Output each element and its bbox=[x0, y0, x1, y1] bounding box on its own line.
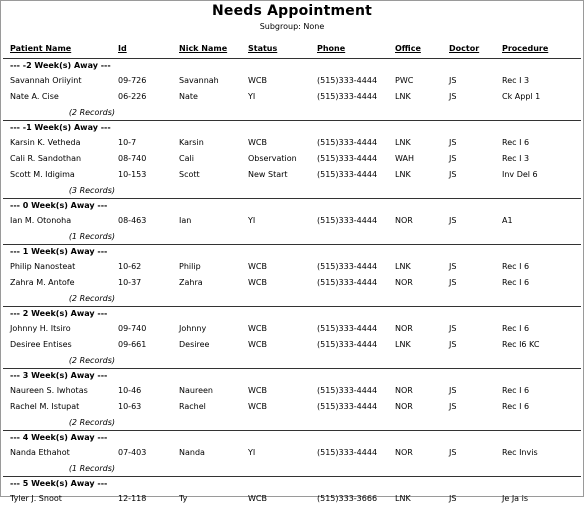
cell-procedure: Rec Invis bbox=[502, 448, 538, 457]
cell-patient-name: Savannah Oriiyint bbox=[10, 76, 82, 85]
cell-id: 09-661 bbox=[118, 340, 147, 349]
cell-procedure: Inv Del 6 bbox=[502, 170, 538, 179]
cell-nick-name: Ian bbox=[179, 216, 192, 225]
cell-doctor: JS bbox=[449, 278, 457, 287]
cell-nick-name: Ty bbox=[179, 494, 188, 503]
report-subtitle: Subgroup: None bbox=[259, 22, 325, 31]
cell-office: PWC bbox=[395, 76, 414, 85]
cell-doctor: JS bbox=[449, 76, 457, 85]
record-count: (2 Records) bbox=[68, 418, 115, 427]
cell-phone: (515)333-4444 bbox=[317, 340, 378, 349]
cell-doctor: JS bbox=[449, 170, 457, 179]
cell-nick-name: Johnny bbox=[179, 324, 207, 333]
cell-office: NOR bbox=[395, 324, 413, 333]
cell-procedure: Rec I6 KC bbox=[502, 340, 540, 349]
cell-nick-name: Nate bbox=[179, 92, 198, 101]
cell-status: WCB bbox=[248, 324, 267, 333]
group-title: --- 1 Week(s) Away --- bbox=[10, 247, 108, 256]
table-row bbox=[1, 491, 583, 507]
cell-id: 10-153 bbox=[118, 170, 147, 179]
record-count: (2 Records) bbox=[68, 356, 115, 365]
cell-patient-name: Karsin K. Vetheda bbox=[10, 138, 81, 147]
cell-phone: (515)333-4444 bbox=[317, 138, 378, 147]
cell-status: YI bbox=[248, 216, 256, 225]
cell-patient-name: Scott M. Idigima bbox=[10, 170, 75, 179]
cell-phone: (515)333-4444 bbox=[317, 216, 378, 225]
cell-doctor: JS bbox=[449, 216, 457, 225]
cell-phone: (515)333-4444 bbox=[317, 448, 378, 457]
cell-doctor: JS bbox=[449, 138, 457, 147]
cell-id: 07-403 bbox=[118, 448, 147, 457]
cell-doctor: JS bbox=[449, 324, 457, 333]
cell-id: 10-46 bbox=[118, 386, 142, 395]
cell-patient-name: Naureen S. Iwhotas bbox=[10, 386, 88, 395]
group-title: --- -1 Week(s) Away --- bbox=[10, 123, 111, 132]
table-row bbox=[1, 259, 583, 275]
cell-phone: (515)333-4444 bbox=[317, 324, 378, 333]
cell-doctor: JS bbox=[449, 402, 457, 411]
report-body bbox=[1, 58, 583, 507]
cell-patient-name: Desiree Entises bbox=[10, 340, 72, 349]
cell-patient-name: Cali R. Sandothan bbox=[10, 154, 82, 163]
cell-phone: (515)333-4444 bbox=[317, 170, 378, 179]
week-group bbox=[1, 198, 583, 244]
week-group bbox=[1, 120, 583, 198]
group-title: --- 2 Week(s) Away --- bbox=[10, 309, 108, 318]
week-group bbox=[1, 430, 583, 476]
cell-office: LNK bbox=[395, 262, 411, 271]
cell-procedure: Rec I 6 bbox=[502, 138, 530, 147]
cell-procedure: A1 bbox=[502, 216, 513, 225]
table-row bbox=[1, 135, 583, 151]
cell-office: WAH bbox=[395, 154, 414, 163]
column-header-office: Office bbox=[395, 44, 421, 53]
cell-id: 09-726 bbox=[118, 76, 147, 85]
cell-phone: (515)333-4444 bbox=[317, 386, 378, 395]
cell-patient-name: Ian M. Otonoha bbox=[10, 216, 72, 225]
cell-id: 06-226 bbox=[118, 92, 147, 101]
group-title: --- 5 Week(s) Away --- bbox=[10, 479, 108, 488]
cell-id: 10-63 bbox=[118, 402, 142, 411]
cell-id: 10-62 bbox=[118, 262, 142, 271]
cell-status: WCB bbox=[248, 386, 267, 395]
cell-patient-name: Philip Nanosteat bbox=[10, 262, 76, 271]
column-header-status: Status bbox=[248, 44, 278, 53]
cell-procedure: Rec I 3 bbox=[502, 154, 530, 163]
cell-id: 10-37 bbox=[118, 278, 142, 287]
week-group bbox=[1, 476, 583, 507]
cell-office: NOR bbox=[395, 402, 413, 411]
column-header-patient-name: Patient Name bbox=[10, 44, 72, 53]
cell-nick-name: Nanda bbox=[179, 448, 205, 457]
cell-phone: (515)333-4444 bbox=[317, 262, 378, 271]
table-row bbox=[1, 337, 583, 353]
column-header-doctor: Doctor bbox=[449, 44, 480, 53]
cell-status: WCB bbox=[248, 278, 267, 287]
week-group bbox=[1, 58, 583, 120]
cell-status: YI bbox=[248, 92, 256, 101]
cell-id: 08-740 bbox=[118, 154, 147, 163]
cell-nick-name: Scott bbox=[179, 170, 200, 179]
cell-nick-name: Naureen bbox=[179, 386, 213, 395]
cell-status: WCB bbox=[248, 138, 267, 147]
group-title: --- 0 Week(s) Away --- bbox=[10, 201, 108, 210]
table-row bbox=[1, 399, 583, 415]
week-group bbox=[1, 368, 583, 430]
record-count: (1 Records) bbox=[68, 232, 115, 241]
cell-patient-name: Rachel M. Istupat bbox=[10, 402, 80, 411]
cell-nick-name: Philip bbox=[179, 262, 201, 271]
cell-patient-name: Johnny H. Itsiro bbox=[10, 324, 71, 333]
cell-nick-name: Cali bbox=[179, 154, 194, 163]
cell-status: WCB bbox=[248, 402, 267, 411]
cell-phone: (515)333-4444 bbox=[317, 92, 378, 101]
cell-phone: (515)333-4444 bbox=[317, 402, 378, 411]
cell-id: 10-7 bbox=[118, 138, 137, 147]
cell-patient-name: Zahra M. Antofe bbox=[10, 278, 75, 287]
cell-office: LNK bbox=[395, 340, 411, 349]
column-header-procedure: Procedure bbox=[502, 44, 549, 53]
cell-phone: (515)333-4444 bbox=[317, 154, 378, 163]
week-group bbox=[1, 306, 583, 368]
cell-doctor: JS bbox=[449, 154, 457, 163]
cell-phone: (515)333-4444 bbox=[317, 76, 378, 85]
table-row bbox=[1, 89, 583, 105]
cell-nick-name: Karsin bbox=[179, 138, 204, 147]
cell-patient-name: Nate A. Cise bbox=[10, 92, 59, 101]
cell-doctor: JS bbox=[449, 92, 457, 101]
record-count: (2 Records) bbox=[68, 294, 115, 303]
cell-doctor: JS bbox=[449, 386, 457, 395]
cell-doctor: JS bbox=[449, 262, 457, 271]
table-row bbox=[1, 151, 583, 167]
table-row bbox=[1, 167, 583, 183]
cell-office: LNK bbox=[395, 170, 411, 179]
cell-id: 12-118 bbox=[118, 494, 147, 503]
column-header-id: Id bbox=[118, 44, 127, 53]
record-count: (2 Records) bbox=[68, 108, 115, 117]
cell-office: NOR bbox=[395, 448, 413, 457]
table-row bbox=[1, 275, 583, 291]
cell-status: WCB bbox=[248, 340, 267, 349]
record-count: (3 Records) bbox=[68, 186, 115, 195]
cell-procedure: Rec I 6 bbox=[502, 278, 530, 287]
cell-patient-name: Nanda Ethahot bbox=[10, 448, 70, 457]
cell-phone: (515)333-4444 bbox=[317, 278, 378, 287]
table-row bbox=[1, 73, 583, 89]
cell-office: NOR bbox=[395, 386, 413, 395]
cell-status: WCB bbox=[248, 262, 267, 271]
table-row bbox=[1, 383, 583, 399]
cell-procedure: Rec I 6 bbox=[502, 386, 530, 395]
cell-nick-name: Desiree bbox=[179, 340, 210, 349]
table-row bbox=[1, 213, 583, 229]
cell-procedure: Ck Appl 1 bbox=[502, 92, 541, 101]
cell-doctor: JS bbox=[449, 340, 457, 349]
cell-procedure: Rec I 3 bbox=[502, 76, 530, 85]
cell-office: NOR bbox=[395, 216, 413, 225]
cell-id: 09-740 bbox=[118, 324, 147, 333]
table-row bbox=[1, 445, 583, 461]
cell-patient-name: Tyler J. Snoot bbox=[10, 494, 62, 503]
cell-id: 08-463 bbox=[118, 216, 147, 225]
cell-doctor: JS bbox=[449, 448, 457, 457]
column-header-phone: Phone bbox=[317, 44, 346, 53]
cell-office: LNK bbox=[395, 494, 411, 503]
week-group bbox=[1, 244, 583, 306]
cell-nick-name: Zahra bbox=[179, 278, 203, 287]
report-title: Needs Appointment bbox=[211, 3, 373, 19]
cell-status: WCB bbox=[248, 494, 267, 503]
table-row bbox=[1, 321, 583, 337]
cell-office: LNK bbox=[395, 138, 411, 147]
cell-phone: (515)333-3666 bbox=[317, 494, 378, 503]
group-title: --- 4 Week(s) Away --- bbox=[10, 433, 108, 442]
cell-office: LNK bbox=[395, 92, 411, 101]
cell-procedure: Je Ja is bbox=[502, 494, 529, 503]
cell-procedure: Rec I 6 bbox=[502, 262, 530, 271]
cell-nick-name: Rachel bbox=[179, 402, 206, 411]
cell-procedure: Rec I 6 bbox=[502, 402, 530, 411]
cell-nick-name: Savannah bbox=[179, 76, 219, 85]
group-title: --- -2 Week(s) Away --- bbox=[10, 61, 111, 70]
cell-status: Observation bbox=[248, 154, 297, 163]
column-header-nick-name: Nick Name bbox=[179, 44, 228, 53]
cell-office: NOR bbox=[395, 278, 413, 287]
group-title: --- 3 Week(s) Away --- bbox=[10, 371, 108, 380]
cell-status: New Start bbox=[248, 170, 288, 179]
cell-procedure: Rec I 6 bbox=[502, 324, 530, 333]
cell-status: WCB bbox=[248, 76, 267, 85]
record-count: (1 Records) bbox=[68, 464, 115, 473]
cell-doctor: JS bbox=[449, 494, 457, 503]
cell-status: YI bbox=[248, 448, 256, 457]
